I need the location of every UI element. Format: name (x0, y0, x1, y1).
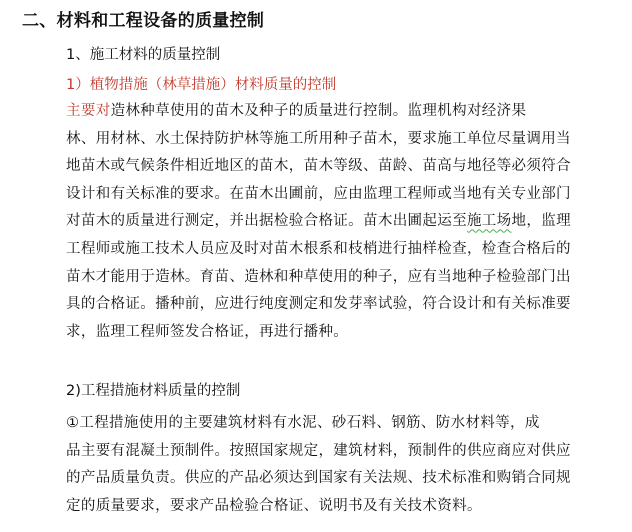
paragraph-plant-materials (66, 98, 626, 346)
paragraph-line: 求，监理工程师签发合格证，再进行播种。 (66, 323, 349, 340)
subsection-title-plant-measures: 1）植物措施（林草措施）材料质量的控制 (66, 77, 337, 93)
paragraph-line: 的产品质量负责。供应的产品必须达到国家有关法规、技术标准和购销合同规 (66, 470, 571, 487)
paragraph-line: 工程师或施工技术人员应及时对苗木根系和枝梢进行抽样检查，检查合格后的 (66, 240, 571, 257)
paragraph-line-text: 地，监理 (511, 213, 571, 230)
paragraph-line-text: 对苗木的质量进行测定，并出据检验合格证。苗木出圃起运至 (66, 213, 467, 230)
spellcheck-underlined-text: 施工场 (466, 213, 512, 230)
paragraph-line: 地苗木或气候条件相近地区的苗木，苗木等级、苗龄、苗高与地径等必须符合 (66, 158, 571, 175)
paragraph-line (66, 98, 626, 126)
paragraph-line: 苗木才能用于造林。育苗、造林和种草使用的种子，应有当地种子检验部门出 (66, 268, 571, 285)
paragraph-line: 定的质量要求，要求产品检验合格证、说明书及有关技术资料。 (66, 497, 482, 514)
paragraph-line (66, 208, 626, 236)
subsection-title-engineering-measures: 2)工程措施材料质量的控制 (66, 383, 241, 399)
paragraph-line: 设计和有关标准的要求。在苗木出圃前，应由监理工程师或当地有关专业部门 (66, 185, 571, 202)
paragraph-line: 林、用材林、水土保持防护林等施工所用种子苗木，要求施工单位尽量调用当 (66, 130, 571, 147)
paragraph-engineering-materials (66, 410, 626, 520)
lead-emphasis-text: 主要对 (66, 103, 111, 119)
paragraph-line: ①工程措施使用的主要建筑材料有水泥、砂石料、钢筋、防水材料等，成 (66, 415, 540, 431)
paragraph-line-text: 造林种草使用的苗木及种子的质量进行控制。监理机构对经济果 (110, 103, 527, 119)
paragraph-line: 品主要有混凝土预制件。按照国家规定，建筑材料，预制件的供应商应对供应 (66, 442, 571, 459)
subsection-title-construction-materials: 1、施工材料的质量控制 (66, 47, 221, 63)
paragraph-line: 具的合格证。播种前，应进行纯度测定和发芽率试验，符合设计和有关标准要 (66, 296, 571, 313)
section-heading: 二、材料和工程设备的质量控制 (22, 11, 265, 31)
